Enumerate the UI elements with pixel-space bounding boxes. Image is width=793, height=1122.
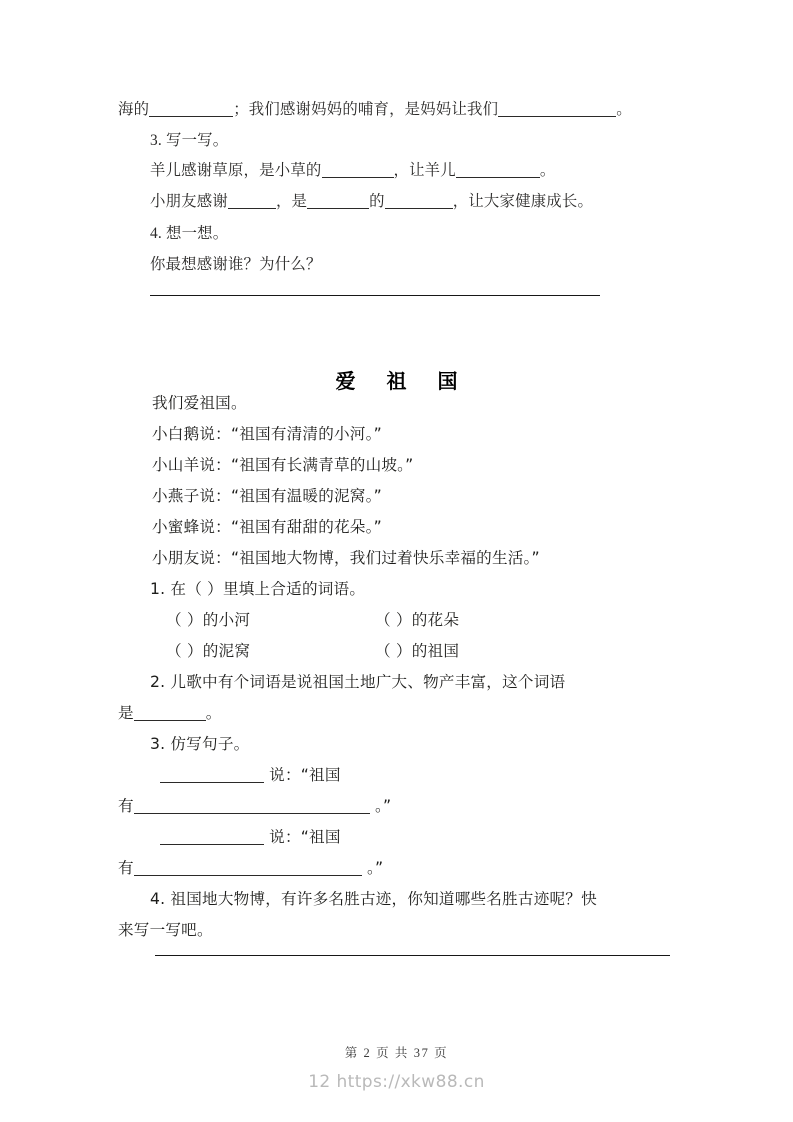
q3-say-label-2: 说：“祖国 [269,828,341,846]
page-title: 爱 祖 国 [335,369,470,393]
blank-mama-rang-women[interactable] [498,104,616,117]
line-1-text-b: ；我们感谢妈妈的哺育，是妈妈让我们 [233,101,499,118]
question-3-pair-2-say [160,830,341,846]
q3-end-mark-2: 。” [366,859,384,877]
q3-have-label-2: 有 [118,859,134,877]
blank-ganxie-obj[interactable] [228,196,276,209]
blank-q2-answer[interactable] [134,708,206,721]
q3-line2-text-c: 的 [369,193,385,210]
question-4-text-line-1: 4. 祖国地大物博，有许多名胜古迹，你知道哪些名胜古迹呢？快 [150,890,597,908]
question-2-text-line-2 [118,706,222,722]
question-4-text-line-2: 来写一写吧。 [118,921,213,939]
blank-q3-content-2[interactable] [134,863,362,876]
article-line-0: 我们爱祖国。 [152,394,247,412]
q3-sentence-yanger [150,163,555,178]
article-line-2: 小山羊说：“祖国有长满青草的山坡。” [152,456,414,474]
q4-prompt-section-one: 你最想感谢谁？为什么？ [150,256,322,273]
q4-heading-section-one: 4. 想一想。 [150,225,229,242]
page-number-footer: 第 2 页 共 37 页 [344,1046,449,1060]
q3-heading-section-one: 3. 写一写。 [150,132,229,149]
question-1-heading: 1. 在（ ）里填上合适的词语。 [150,580,366,598]
question-3-pair-1-have [118,799,391,815]
q3-end-mark-1: 。” [374,797,392,815]
q3-line1-text-c: 。 [539,162,556,179]
q3-line2-text-a: 小朋友感谢 [150,193,228,210]
answer-rule-section-one[interactable] [150,295,600,296]
q2-suffix: 。 [205,704,222,722]
site-watermark: 12 https://xkw88.cn [308,1072,485,1092]
section-one-line-1 [118,102,632,117]
question-1-row-1-left[interactable]: （ ）的小河 [166,611,251,629]
q3-sentence-xiaopengyou [150,194,593,209]
question-3-pair-2-have [118,861,383,877]
answer-rule-question-4[interactable] [155,955,670,956]
blank-q3-speaker-2[interactable] [160,832,264,845]
question-3-pair-1-say [160,768,341,784]
q2-prefix: 是 [118,704,134,722]
blank-q3-content-1[interactable] [134,801,370,814]
question-1-row-1-right[interactable]: （ ）的花朵 [375,611,460,629]
blank-shi-subject[interactable] [307,196,369,209]
blank-q3-speaker-1[interactable] [160,770,264,783]
blank-xiaocao-de[interactable] [322,165,394,178]
q3-line2-text-d: ，让大家健康成长。 [452,193,594,210]
q3-line2-text-b: ，是 [275,193,308,210]
article-line-3: 小燕子说：“祖国有温暖的泥窝。” [152,487,382,505]
question-3-heading: 3. 仿写句子。 [150,735,250,753]
blank-de-object[interactable] [385,196,453,209]
line-1-text-a: 海的 [118,101,150,118]
q3-say-label-1: 说：“祖国 [269,766,341,784]
blank-rang-yanger[interactable] [456,165,540,178]
article-line-1: 小白鹅说：“祖国有清清的小河。” [152,425,382,443]
article-line-5: 小朋友说：“祖国地大物博，我们过着快乐幸福的生活。” [152,549,540,567]
question-2-text-line-1: 2. 儿歌中有个词语是说祖国土地广大、物产丰富，这个词语 [150,673,566,691]
q3-line1-text-b: ，让羊儿 [393,162,456,179]
question-1-row-2-right[interactable]: （ ）的祖国 [375,642,460,660]
line-1-text-c: 。 [616,101,632,118]
q3-line1-text-a: 羊儿感谢草原，是小草的 [150,162,322,179]
blank-hai-de[interactable] [149,104,233,117]
q3-have-label-1: 有 [118,797,134,815]
article-line-4: 小蜜蜂说：“祖国有甜甜的花朵。” [152,518,382,536]
question-1-row-2-left[interactable]: （ ）的泥窝 [166,642,251,660]
